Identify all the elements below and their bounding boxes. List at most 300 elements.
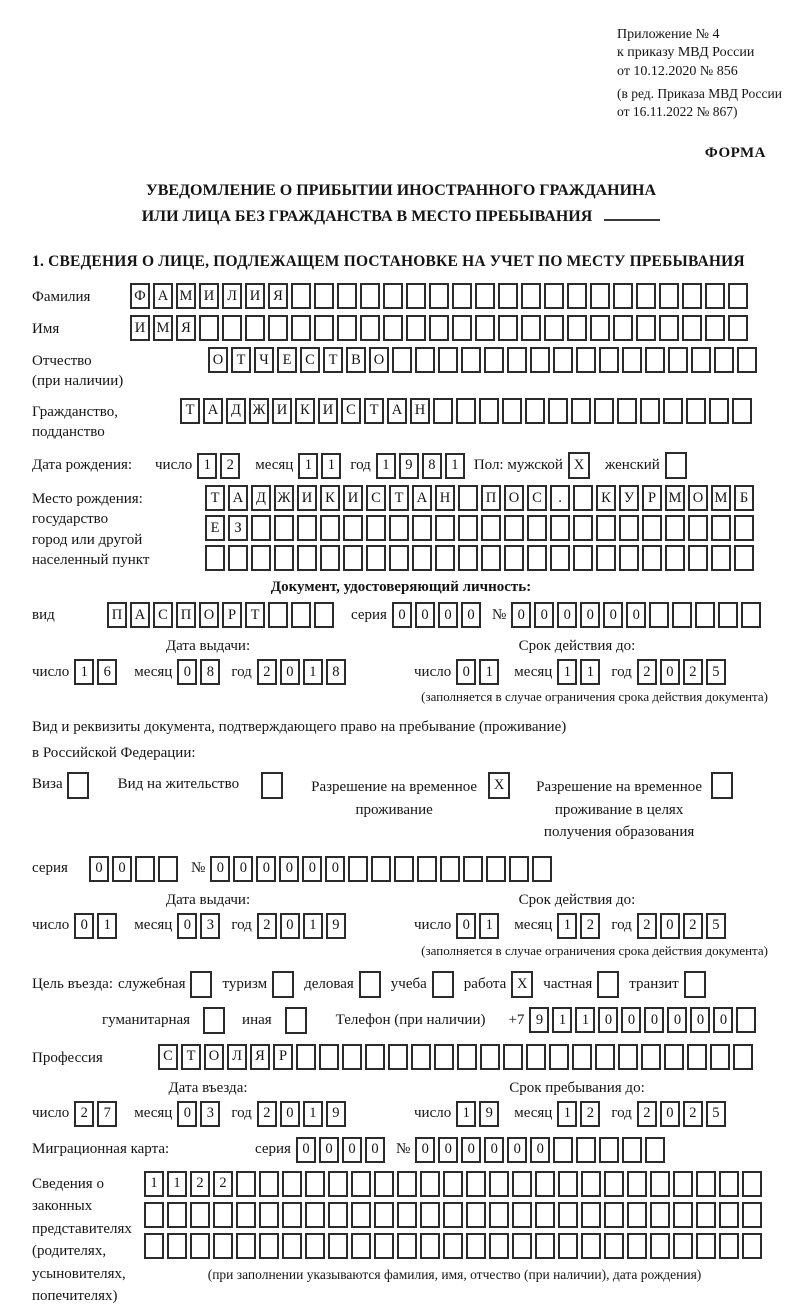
form-cell[interactable] [314, 602, 334, 628]
form-cell[interactable]: 0 [557, 602, 577, 628]
form-cell[interactable]: 0 [74, 913, 94, 939]
form-cell[interactable]: 0 [534, 602, 554, 628]
form-cell[interactable] [343, 545, 363, 571]
form-cell[interactable] [571, 398, 591, 424]
form-cell[interactable] [673, 1233, 693, 1259]
form-cell[interactable] [406, 315, 426, 341]
form-cell[interactable] [167, 1233, 187, 1259]
form-cell[interactable] [274, 515, 294, 541]
form-cell[interactable] [617, 398, 637, 424]
form-cell[interactable]: С [158, 1044, 178, 1070]
temp-residence-checkbox[interactable]: X [488, 772, 510, 799]
form-cell[interactable]: К [295, 398, 315, 424]
form-cell[interactable] [167, 1202, 187, 1228]
form-cell[interactable]: 0 [296, 1137, 316, 1163]
form-cell[interactable] [374, 1202, 394, 1228]
form-cell[interactable]: 0 [438, 602, 458, 628]
form-cell[interactable] [686, 398, 706, 424]
form-cell[interactable] [343, 515, 363, 541]
form-cell[interactable]: 1 [456, 1101, 476, 1127]
form-cell[interactable]: К [596, 485, 616, 511]
form-cell[interactable] [320, 545, 340, 571]
form-cell[interactable] [420, 1233, 440, 1259]
form-cell[interactable] [619, 545, 639, 571]
form-cell[interactable]: К [320, 485, 340, 511]
form-cell[interactable]: 1 [97, 913, 117, 939]
form-cell[interactable] [599, 1137, 619, 1163]
form-cell[interactable]: 0 [415, 602, 435, 628]
residence-permit-checkbox[interactable] [261, 772, 283, 799]
form-cell[interactable] [509, 856, 529, 882]
form-cell[interactable] [527, 545, 547, 571]
form-cell[interactable] [374, 1171, 394, 1197]
form-cell[interactable] [695, 602, 715, 628]
form-cell[interactable]: М [153, 315, 173, 341]
form-cell[interactable]: 0 [603, 602, 623, 628]
form-cell[interactable]: 0 [660, 1101, 680, 1127]
form-cell[interactable]: 2 [683, 913, 703, 939]
purpose-chastnaya-checkbox[interactable] [597, 971, 619, 998]
form-cell[interactable]: П [481, 485, 501, 511]
form-cell[interactable]: Я [250, 1044, 270, 1070]
form-cell[interactable] [435, 515, 455, 541]
form-cell[interactable]: 0 [279, 856, 299, 882]
form-cell[interactable]: С [341, 398, 361, 424]
form-cell[interactable] [282, 1171, 302, 1197]
form-cell[interactable] [512, 1171, 532, 1197]
form-cell[interactable] [484, 347, 504, 373]
form-cell[interactable]: 0 [667, 1007, 687, 1033]
form-cell[interactable]: . [550, 485, 570, 511]
form-cell[interactable] [268, 602, 288, 628]
form-cell[interactable]: 3 [200, 1101, 220, 1127]
form-cell[interactable] [544, 283, 564, 309]
sex-female-checkbox[interactable] [665, 452, 687, 479]
form-cell[interactable] [622, 1137, 642, 1163]
form-cell[interactable] [548, 398, 568, 424]
form-cell[interactable]: Д [226, 398, 246, 424]
form-cell[interactable]: 1 [580, 659, 600, 685]
form-cell[interactable]: А [228, 485, 248, 511]
form-cell[interactable] [719, 1202, 739, 1228]
form-cell[interactable] [526, 1044, 546, 1070]
form-cell[interactable] [305, 1202, 325, 1228]
form-cell[interactable]: О [204, 1044, 224, 1070]
form-cell[interactable]: 2 [74, 1101, 94, 1127]
form-cell[interactable]: 0 [280, 1101, 300, 1127]
form-cell[interactable]: 0 [112, 856, 132, 882]
form-cell[interactable] [663, 398, 683, 424]
form-cell[interactable]: О [504, 485, 524, 511]
form-cell[interactable]: И [297, 485, 317, 511]
form-cell[interactable]: 1 [557, 659, 577, 685]
form-cell[interactable] [443, 1171, 463, 1197]
form-cell[interactable]: 1 [303, 659, 323, 685]
form-cell[interactable]: Т [231, 347, 251, 373]
form-cell[interactable] [590, 315, 610, 341]
form-cell[interactable] [613, 315, 633, 341]
form-cell[interactable]: 1 [303, 913, 323, 939]
form-cell[interactable] [190, 1233, 210, 1259]
form-cell[interactable] [337, 283, 357, 309]
form-cell[interactable] [604, 1171, 624, 1197]
form-cell[interactable] [503, 1044, 523, 1070]
form-cell[interactable] [530, 347, 550, 373]
form-cell[interactable]: 2 [257, 913, 277, 939]
form-cell[interactable] [489, 1171, 509, 1197]
form-cell[interactable] [688, 545, 708, 571]
form-cell[interactable]: Б [734, 485, 754, 511]
form-cell[interactable]: 0 [280, 659, 300, 685]
form-cell[interactable]: 1 [552, 1007, 572, 1033]
form-cell[interactable] [535, 1171, 555, 1197]
form-cell[interactable]: Т [181, 1044, 201, 1070]
form-cell[interactable]: 5 [706, 659, 726, 685]
form-cell[interactable] [567, 283, 587, 309]
form-cell[interactable] [504, 515, 524, 541]
form-cell[interactable]: 2 [257, 659, 277, 685]
form-cell[interactable] [719, 1171, 739, 1197]
form-cell[interactable] [383, 315, 403, 341]
form-cell[interactable]: А [412, 485, 432, 511]
form-cell[interactable] [259, 1171, 279, 1197]
form-cell[interactable]: 2 [637, 659, 657, 685]
form-cell[interactable] [236, 1171, 256, 1197]
form-cell[interactable] [360, 315, 380, 341]
form-cell[interactable]: 1 [144, 1171, 164, 1197]
form-cell[interactable] [366, 545, 386, 571]
form-cell[interactable] [411, 1044, 431, 1070]
form-cell[interactable] [417, 856, 437, 882]
form-cell[interactable]: 8 [200, 659, 220, 685]
form-cell[interactable]: 1 [445, 453, 465, 479]
form-cell[interactable]: 2 [213, 1171, 233, 1197]
form-cell[interactable]: А [203, 398, 223, 424]
form-cell[interactable]: Т [180, 398, 200, 424]
form-cell[interactable] [458, 515, 478, 541]
form-cell[interactable] [236, 1202, 256, 1228]
form-cell[interactable] [705, 315, 725, 341]
form-cell[interactable]: 1 [74, 659, 94, 685]
form-cell[interactable] [576, 347, 596, 373]
form-cell[interactable] [673, 1171, 693, 1197]
form-cell[interactable] [475, 283, 495, 309]
form-cell[interactable] [481, 545, 501, 571]
form-cell[interactable] [665, 515, 685, 541]
form-cell[interactable]: Ж [274, 485, 294, 511]
form-cell[interactable] [360, 283, 380, 309]
form-cell[interactable]: 0 [530, 1137, 550, 1163]
form-cell[interactable]: 0 [302, 856, 322, 882]
form-cell[interactable] [649, 602, 669, 628]
form-cell[interactable] [581, 1233, 601, 1259]
form-cell[interactable] [627, 1202, 647, 1228]
form-cell[interactable] [741, 602, 761, 628]
form-cell[interactable] [314, 315, 334, 341]
form-cell[interactable] [498, 315, 518, 341]
form-cell[interactable] [213, 1233, 233, 1259]
form-cell[interactable] [429, 315, 449, 341]
form-cell[interactable] [297, 515, 317, 541]
form-cell[interactable] [366, 515, 386, 541]
form-cell[interactable]: А [130, 602, 150, 628]
form-cell[interactable]: 0 [644, 1007, 664, 1033]
form-cell[interactable] [604, 1233, 624, 1259]
form-cell[interactable] [489, 1233, 509, 1259]
form-cell[interactable]: О [369, 347, 389, 373]
form-cell[interactable] [535, 1233, 555, 1259]
form-cell[interactable] [619, 515, 639, 541]
form-cell[interactable] [489, 1202, 509, 1228]
form-cell[interactable] [736, 1007, 756, 1033]
form-cell[interactable] [365, 1044, 385, 1070]
form-cell[interactable] [389, 515, 409, 541]
form-cell[interactable]: 0 [580, 602, 600, 628]
form-cell[interactable]: А [387, 398, 407, 424]
form-cell[interactable] [351, 1171, 371, 1197]
form-cell[interactable] [328, 1233, 348, 1259]
form-cell[interactable] [650, 1171, 670, 1197]
form-cell[interactable] [251, 545, 271, 571]
visa-checkbox[interactable] [67, 772, 89, 799]
form-cell[interactable] [710, 1044, 730, 1070]
form-cell[interactable] [742, 1171, 762, 1197]
form-cell[interactable]: 1 [557, 1101, 577, 1127]
form-cell[interactable] [443, 1202, 463, 1228]
form-cell[interactable] [158, 856, 178, 882]
purpose-sluzhebnaya-checkbox[interactable] [190, 971, 212, 998]
form-cell[interactable] [691, 347, 711, 373]
form-cell[interactable]: 0 [621, 1007, 641, 1033]
form-cell[interactable] [397, 1233, 417, 1259]
form-cell[interactable]: 0 [660, 913, 680, 939]
form-cell[interactable]: 0 [233, 856, 253, 882]
form-cell[interactable] [268, 315, 288, 341]
form-cell[interactable] [440, 856, 460, 882]
form-cell[interactable]: Р [222, 602, 242, 628]
form-cell[interactable]: Н [435, 485, 455, 511]
form-cell[interactable] [636, 283, 656, 309]
form-cell[interactable] [319, 1044, 339, 1070]
form-cell[interactable] [572, 1044, 592, 1070]
form-cell[interactable] [259, 1233, 279, 1259]
form-cell[interactable] [458, 485, 478, 511]
form-cell[interactable] [435, 545, 455, 571]
form-cell[interactable]: И [245, 283, 265, 309]
form-cell[interactable] [199, 315, 219, 341]
form-cell[interactable] [668, 347, 688, 373]
form-cell[interactable] [596, 515, 616, 541]
form-cell[interactable]: 0 [177, 659, 197, 685]
form-cell[interactable]: 0 [319, 1137, 339, 1163]
form-cell[interactable] [581, 1202, 601, 1228]
form-cell[interactable] [463, 856, 483, 882]
form-cell[interactable] [732, 398, 752, 424]
form-cell[interactable] [709, 398, 729, 424]
form-cell[interactable]: 9 [399, 453, 419, 479]
form-cell[interactable] [640, 398, 660, 424]
form-cell[interactable]: Т [389, 485, 409, 511]
form-cell[interactable]: 6 [97, 659, 117, 685]
form-cell[interactable]: 2 [580, 913, 600, 939]
form-cell[interactable]: М [665, 485, 685, 511]
form-cell[interactable] [394, 856, 414, 882]
form-cell[interactable] [665, 545, 685, 571]
form-cell[interactable] [328, 1171, 348, 1197]
form-cell[interactable]: Т [205, 485, 225, 511]
form-cell[interactable]: 0 [392, 602, 412, 628]
form-cell[interactable]: 9 [479, 1101, 499, 1127]
form-cell[interactable] [412, 545, 432, 571]
form-cell[interactable] [466, 1202, 486, 1228]
form-cell[interactable]: 0 [690, 1007, 710, 1033]
form-cell[interactable] [228, 545, 248, 571]
form-cell[interactable]: 9 [529, 1007, 549, 1033]
form-cell[interactable] [374, 1233, 394, 1259]
form-cell[interactable] [351, 1202, 371, 1228]
form-cell[interactable] [742, 1202, 762, 1228]
form-cell[interactable]: 0 [342, 1137, 362, 1163]
purpose-ucheba-checkbox[interactable] [432, 971, 454, 998]
form-cell[interactable]: Д [251, 485, 271, 511]
form-cell[interactable] [486, 856, 506, 882]
form-cell[interactable] [452, 315, 472, 341]
form-cell[interactable]: 8 [422, 453, 442, 479]
form-cell[interactable]: 0 [461, 1137, 481, 1163]
form-cell[interactable] [420, 1202, 440, 1228]
form-cell[interactable] [456, 398, 476, 424]
form-cell[interactable] [314, 283, 334, 309]
form-cell[interactable]: 0 [713, 1007, 733, 1033]
form-cell[interactable]: 2 [190, 1171, 210, 1197]
form-cell[interactable] [719, 1233, 739, 1259]
form-cell[interactable] [687, 1044, 707, 1070]
form-cell[interactable] [383, 283, 403, 309]
form-cell[interactable]: С [366, 485, 386, 511]
form-cell[interactable]: Л [222, 283, 242, 309]
form-cell[interactable]: М [711, 485, 731, 511]
form-cell[interactable] [371, 856, 391, 882]
form-cell[interactable]: Р [642, 485, 662, 511]
form-cell[interactable]: 2 [580, 1101, 600, 1127]
form-cell[interactable] [599, 347, 619, 373]
form-cell[interactable] [682, 315, 702, 341]
form-cell[interactable] [466, 1171, 486, 1197]
form-cell[interactable]: Ж [249, 398, 269, 424]
form-cell[interactable] [406, 283, 426, 309]
form-cell[interactable] [711, 545, 731, 571]
form-cell[interactable]: 1 [575, 1007, 595, 1033]
form-cell[interactable] [594, 398, 614, 424]
form-cell[interactable] [650, 1202, 670, 1228]
form-cell[interactable] [627, 1233, 647, 1259]
form-cell[interactable]: 5 [706, 913, 726, 939]
form-cell[interactable]: Я [176, 315, 196, 341]
form-cell[interactable]: 0 [325, 856, 345, 882]
form-cell[interactable] [415, 347, 435, 373]
form-cell[interactable] [443, 1233, 463, 1259]
form-cell[interactable] [672, 602, 692, 628]
form-cell[interactable]: 2 [257, 1101, 277, 1127]
form-cell[interactable]: 2 [637, 913, 657, 939]
form-cell[interactable] [714, 347, 734, 373]
form-cell[interactable] [507, 347, 527, 373]
form-cell[interactable] [397, 1171, 417, 1197]
form-cell[interactable] [190, 1202, 210, 1228]
form-cell[interactable] [512, 1202, 532, 1228]
sex-male-checkbox[interactable]: X [568, 452, 590, 479]
purpose-delovaya-checkbox[interactable] [359, 971, 381, 998]
form-cell[interactable]: 1 [479, 913, 499, 939]
form-cell[interactable] [535, 1202, 555, 1228]
form-cell[interactable] [479, 398, 499, 424]
form-cell[interactable] [696, 1171, 716, 1197]
form-cell[interactable] [673, 1202, 693, 1228]
form-cell[interactable]: 0 [660, 659, 680, 685]
form-cell[interactable] [558, 1171, 578, 1197]
form-cell[interactable]: 1 [303, 1101, 323, 1127]
form-cell[interactable] [434, 1044, 454, 1070]
form-cell[interactable] [573, 545, 593, 571]
form-cell[interactable]: 9 [326, 913, 346, 939]
form-cell[interactable] [521, 283, 541, 309]
form-cell[interactable] [291, 602, 311, 628]
form-cell[interactable]: С [527, 485, 547, 511]
form-cell[interactable]: Ч [254, 347, 274, 373]
form-cell[interactable]: Ф [130, 283, 150, 309]
form-cell[interactable] [251, 515, 271, 541]
form-cell[interactable]: И [130, 315, 150, 341]
form-cell[interactable]: И [318, 398, 338, 424]
form-cell[interactable] [466, 1233, 486, 1259]
temp-residence-edu-checkbox[interactable] [711, 772, 733, 799]
form-cell[interactable]: 0 [507, 1137, 527, 1163]
form-cell[interactable]: А [153, 283, 173, 309]
form-cell[interactable] [320, 515, 340, 541]
form-cell[interactable] [734, 515, 754, 541]
form-cell[interactable] [291, 315, 311, 341]
form-cell[interactable]: 0 [256, 856, 276, 882]
form-cell[interactable] [573, 485, 593, 511]
form-cell[interactable] [337, 315, 357, 341]
form-cell[interactable] [613, 283, 633, 309]
form-cell[interactable] [659, 283, 679, 309]
form-cell[interactable] [291, 283, 311, 309]
form-cell[interactable]: М [176, 283, 196, 309]
form-cell[interactable] [388, 1044, 408, 1070]
form-cell[interactable]: Я [268, 283, 288, 309]
form-cell[interactable] [457, 1044, 477, 1070]
form-cell[interactable] [480, 1044, 500, 1070]
form-cell[interactable] [429, 283, 449, 309]
form-cell[interactable] [458, 545, 478, 571]
form-cell[interactable] [274, 545, 294, 571]
form-cell[interactable]: 0 [177, 1101, 197, 1127]
form-cell[interactable] [433, 398, 453, 424]
form-cell[interactable] [144, 1233, 164, 1259]
form-cell[interactable]: И [343, 485, 363, 511]
form-cell[interactable] [452, 283, 472, 309]
form-cell[interactable]: 0 [598, 1007, 618, 1033]
form-cell[interactable] [573, 515, 593, 541]
form-cell[interactable]: 0 [438, 1137, 458, 1163]
form-cell[interactable] [282, 1202, 302, 1228]
form-cell[interactable]: 8 [326, 659, 346, 685]
form-cell[interactable]: 0 [415, 1137, 435, 1163]
form-cell[interactable] [213, 1202, 233, 1228]
form-cell[interactable] [348, 856, 368, 882]
form-cell[interactable] [622, 347, 642, 373]
